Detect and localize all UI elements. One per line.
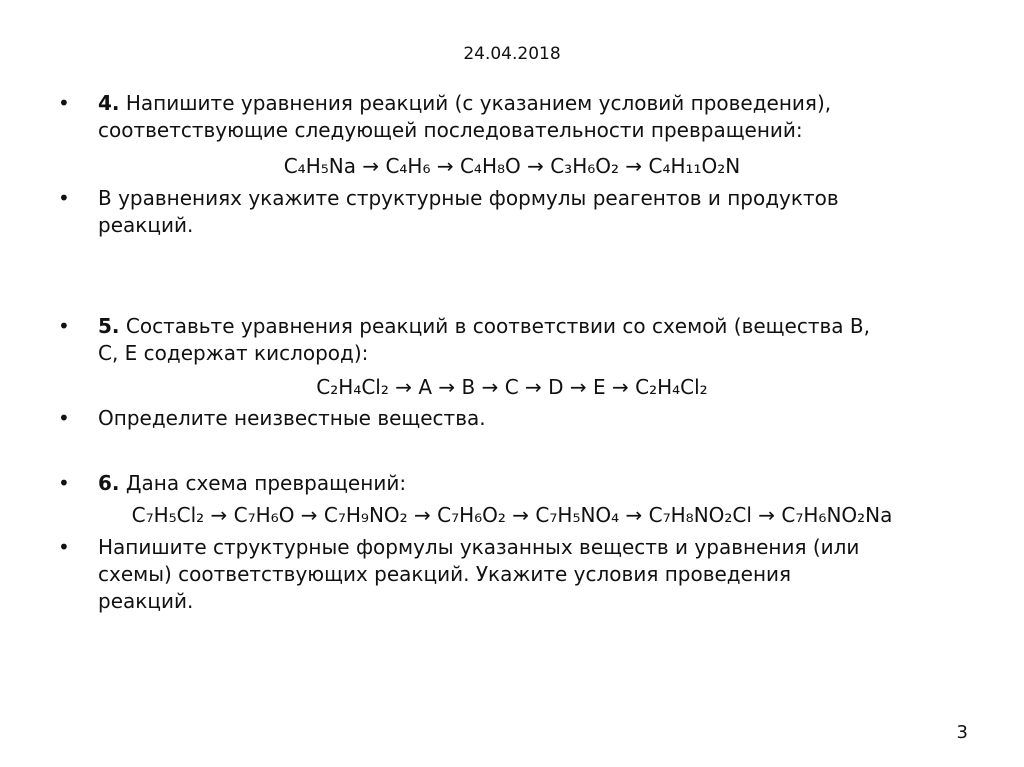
task6-note: Напишите структурные формулы указанных веществ и уравнения (или схемы) соответствующих реакций. Укажите условия проведения реакций. (98, 535, 860, 613)
task4-note: В уравнениях укажите структурные формулы реагентов и продуктов реакций. (98, 186, 839, 237)
bullet: • (58, 406, 70, 430)
page-number: 3 (956, 722, 968, 743)
bullet: • (58, 535, 70, 559)
bullet: • (58, 314, 70, 338)
task6-formula: C₇H₅Cl₂ → C₇H₆O → C₇H₉NO₂ → C₇H₆O₂ → C₇H₅NO₄ → C₇H₈NO₂Cl → C₇H₆NO₂Na (131, 503, 893, 527)
task6-text: 6. Дана схема превращений: (98, 471, 407, 495)
task4-text: 4. Напишите уравнения реакций (с указанием условий проведения), соответствующие следующей последовательности превращений: (98, 91, 832, 142)
slide-date: 24.04.2018 (463, 44, 561, 64)
task5-text: 5. Составьте уравнения реакций в соответствии со схемой (вещества B, C, E содержат кислород): (98, 314, 870, 365)
task4-formula: C₄H₅Na → C₄H₆ → C₄H₈O → C₃H₆O₂ → C₄H₁₁O₂N (283, 154, 741, 178)
task5-note: Определите неизвестные вещества. (98, 406, 486, 430)
bullet: • (58, 186, 70, 210)
bullet: • (58, 91, 70, 115)
bullet: • (58, 471, 70, 495)
task5-formula: C₂H₄Cl₂ → A → B → C → D → E → C₂H₄Cl₂ (316, 375, 708, 399)
